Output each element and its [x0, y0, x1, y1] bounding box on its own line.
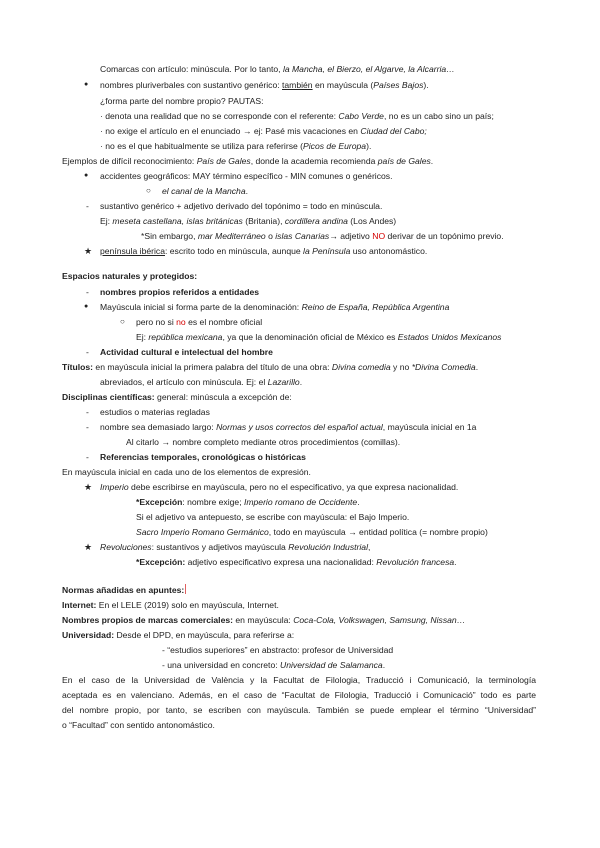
text-line — [100, 421, 476, 433]
text: Ejemplos de difícil reconocimiento: — [62, 156, 197, 166]
text: Comarcas con artículo: minúscula. Por lo tanto, — [100, 64, 283, 74]
text: derivar de un topónimo previo. — [385, 231, 504, 241]
text: Sacro Imperio Romano Germánico — [136, 527, 269, 537]
text: Revoluciones — [100, 542, 152, 552]
dash-bullet-icon: - — [86, 452, 89, 462]
text-line — [100, 376, 302, 388]
text-line: estudios o materias regladas — [100, 407, 210, 417]
text-line — [136, 496, 360, 508]
text: meseta castellana, islas británicas — [112, 216, 243, 226]
text: *Excepción: — [136, 557, 186, 567]
text: Títulos: — [62, 362, 94, 372]
disc-bullet-icon: ● — [84, 303, 89, 310]
text-line — [62, 614, 465, 626]
text: País de Gales — [196, 156, 251, 166]
text: mar Mediterráneo — [197, 231, 266, 241]
text: , mayúscula inicial en 1a — [382, 422, 477, 432]
text-line — [100, 245, 427, 257]
star-bullet-icon: ★ — [84, 482, 93, 492]
text: : escrito todo en minúscula, aunque — [164, 246, 304, 256]
text: república mexicana — [148, 332, 223, 342]
text: en mayúscula ( — [312, 80, 374, 90]
text: Normas añadidas en apuntes: — [62, 585, 185, 595]
text: Reino de España, República Argentina — [301, 302, 450, 312]
text-line: - “estudios superiores” en abstracto: profesor de Universidad — [162, 645, 394, 655]
text: ). — [366, 141, 372, 151]
text-line — [62, 391, 292, 403]
text: Imperio — [100, 482, 129, 492]
text-line — [100, 140, 371, 152]
subheading: Actividad cultural e intelectual del hombre — [100, 347, 273, 357]
text: , ya que la denominación oficial de México es — [222, 332, 398, 342]
text: , todo en mayúscula → entidad política (= nombre propio) — [268, 527, 488, 537]
text: ). — [423, 80, 429, 90]
text-line — [62, 155, 433, 167]
text: adjetivo especificativo expresa una nacionalidad: — [185, 557, 377, 567]
text: pero no si — [136, 317, 177, 327]
text: en mayúscula inicial la primera palabra del título de una obra: — [93, 362, 332, 372]
dash-bullet-icon: - — [86, 287, 89, 297]
text: Universidad de Salamanca — [280, 660, 383, 670]
text: . — [430, 156, 434, 166]
text: . — [245, 186, 248, 196]
text-line — [62, 361, 478, 373]
text: · no exige el artículo en el enunciado → ej: Pasé mis vacaciones en — [100, 126, 361, 136]
text: . — [454, 557, 457, 567]
text-line: sustantivo genérico + adjetivo derivado del topónimo = todo en minúscula. — [100, 201, 383, 211]
text: nombre sea demasiado largo: — [100, 422, 217, 432]
text: Universidad: — [62, 630, 115, 640]
text: , donde la academia recomienda — [250, 156, 378, 166]
text: Nombres propios de marcas comerciales: — [62, 615, 233, 625]
text: Lazarillo — [267, 377, 300, 387]
text-line — [162, 185, 248, 197]
text-line — [100, 125, 427, 137]
subheading: nombres propios referidos a entidades — [100, 287, 260, 297]
text-line: En mayúscula inicial en cada uno de los elementos de expresión. — [62, 467, 311, 477]
text: Ej: — [136, 332, 149, 342]
text: Desde el DPD, en mayúscula, para referirse a: — [114, 630, 295, 640]
text: el canal de la Mancha — [162, 186, 246, 196]
text-line: accidentes geográficos: MAY término específico - MIN comunes o genéricos. — [100, 171, 393, 181]
text: o — [265, 231, 276, 241]
text-line: Si el adjetivo va antepuesto, se escribe con mayúscula: el Bajo Imperio. — [136, 512, 410, 522]
text-line — [136, 316, 262, 328]
text: país de Gales — [377, 156, 431, 166]
text: Cabo Verde — [338, 111, 384, 121]
text: abreviados, el artículo con minúscula. Ej: el — [100, 377, 268, 387]
paragraph-line: aceptada es en valenciano. Además, en el caso de “Facultat de Filologia, Traducció i Comunicació” todo es parte — [62, 690, 536, 700]
text-line — [100, 301, 449, 313]
paragraph-line: En el caso de la Universidad de València y la Facultat de Filologia, Traducció i Comunicació, la terminología — [62, 675, 536, 685]
text-line: ¿forma parte del nombre propio? PAUTAS: — [100, 96, 264, 106]
text: En el LELE (2019) solo en mayúscula, Internet. — [96, 600, 279, 610]
text: , — [367, 542, 371, 552]
text-cursor — [185, 584, 186, 594]
section-heading: Espacios naturales y protegidos: — [62, 271, 198, 281]
text: la Mancha, el Bierzo, el Algarve, la Alcarria… — [282, 64, 455, 74]
star-bullet-icon: ★ — [84, 542, 93, 552]
text-line — [100, 79, 429, 91]
text: en mayúscula: — [233, 615, 294, 625]
disc-bullet-icon: ● — [84, 172, 89, 179]
text: , no es un cabo sino un país; — [383, 111, 494, 121]
text: · no es el que habitualmente se utiliza para referirse ( — [100, 141, 304, 151]
text: : sustantivos y adjetivos mayúscula — [151, 542, 289, 552]
text: Coca-Cola, Volkswagen, Samsung, Nissan… — [293, 615, 466, 625]
text-line — [136, 331, 501, 343]
text: no — [176, 317, 186, 327]
text: - una universidad en concreto: — [162, 660, 280, 670]
text: debe escribirse en mayúscula, pero no el especificativo, ya que expresa nacionalidad. — [128, 482, 459, 492]
text: . — [299, 377, 303, 387]
dash-bullet-icon: - — [86, 407, 89, 417]
text: la Península — [303, 246, 351, 256]
text: . — [382, 660, 386, 670]
text: Normas y usos correctos del español actual — [216, 422, 383, 432]
text: Picos de Europa — [303, 141, 367, 151]
text: . — [357, 497, 360, 507]
text: Imperio romano de Occidente — [243, 497, 358, 507]
text: Revolución Industrial — [288, 542, 368, 552]
dash-bullet-icon: - — [86, 347, 89, 357]
text-line — [136, 556, 457, 568]
text: península ibérica — [100, 246, 165, 256]
dash-bullet-icon: - — [86, 422, 89, 432]
text: (Los Andes) — [347, 216, 397, 226]
text: . — [475, 362, 479, 372]
star-bullet-icon: ★ — [84, 246, 93, 256]
text: Mayúscula inicial si forma parte de la denominación: — [100, 302, 302, 312]
text-line — [162, 659, 385, 671]
text-line — [100, 541, 370, 553]
text: *Sin embargo, — [141, 231, 198, 241]
text: Estados Unidos Mexicanos — [397, 332, 502, 342]
text: Divina comedia — [331, 362, 391, 372]
text-line — [141, 230, 504, 242]
text: NO — [372, 231, 386, 241]
text-line — [100, 215, 396, 227]
text-line — [136, 526, 488, 538]
text: (Britania), — [242, 216, 285, 226]
section-heading — [62, 584, 186, 596]
dash-bullet-icon: - — [86, 201, 89, 211]
circle-bullet-icon: ○ — [146, 186, 151, 195]
disc-bullet-icon: ● — [84, 81, 89, 88]
paragraph-line: del nombre propio, por tanto, se escriben con mayúscula. También se puede emplear el término “Universidad” — [62, 705, 536, 715]
subheading: Referencias temporales, cronológicas o históricas — [100, 452, 306, 462]
paragraph-line: o “Facultad” con sentido antonomástico. — [62, 720, 215, 730]
text-line — [62, 599, 279, 611]
text-line — [100, 110, 494, 122]
text: Ej: — [100, 216, 113, 226]
text: y no — [390, 362, 412, 372]
text: Internet: — [62, 600, 97, 610]
text: Revolución francesa — [376, 557, 455, 567]
text: : nombre exige; — [182, 497, 244, 507]
text: nombres pluriverbales con sustantivo genérico: — [100, 80, 282, 90]
text: uso antonomástico. — [350, 246, 428, 256]
text: · denota una realidad que no se corresponde con el referente: — [100, 111, 339, 121]
text-line — [100, 481, 458, 493]
text: Países Bajos — [373, 80, 424, 90]
text-line: Al citarlo → nombre completo mediante otros procedimientos (comillas). — [126, 437, 401, 447]
text: *Divina Comedia — [411, 362, 476, 372]
text-line — [100, 63, 455, 75]
text: también — [282, 80, 313, 90]
text: Ciudad del Cabo; — [360, 126, 427, 136]
text: es el nombre oficial — [185, 317, 263, 327]
text: general: minúscula a excepción de: — [154, 392, 292, 402]
text: Disciplinas científicas: — [62, 392, 155, 402]
text: cordillera andina — [284, 216, 348, 226]
text: islas Canarias — [275, 231, 330, 241]
text: → adjetivo — [329, 231, 373, 241]
text-line — [62, 629, 294, 641]
text: *Excepción — [136, 497, 183, 507]
circle-bullet-icon: ○ — [120, 317, 125, 326]
